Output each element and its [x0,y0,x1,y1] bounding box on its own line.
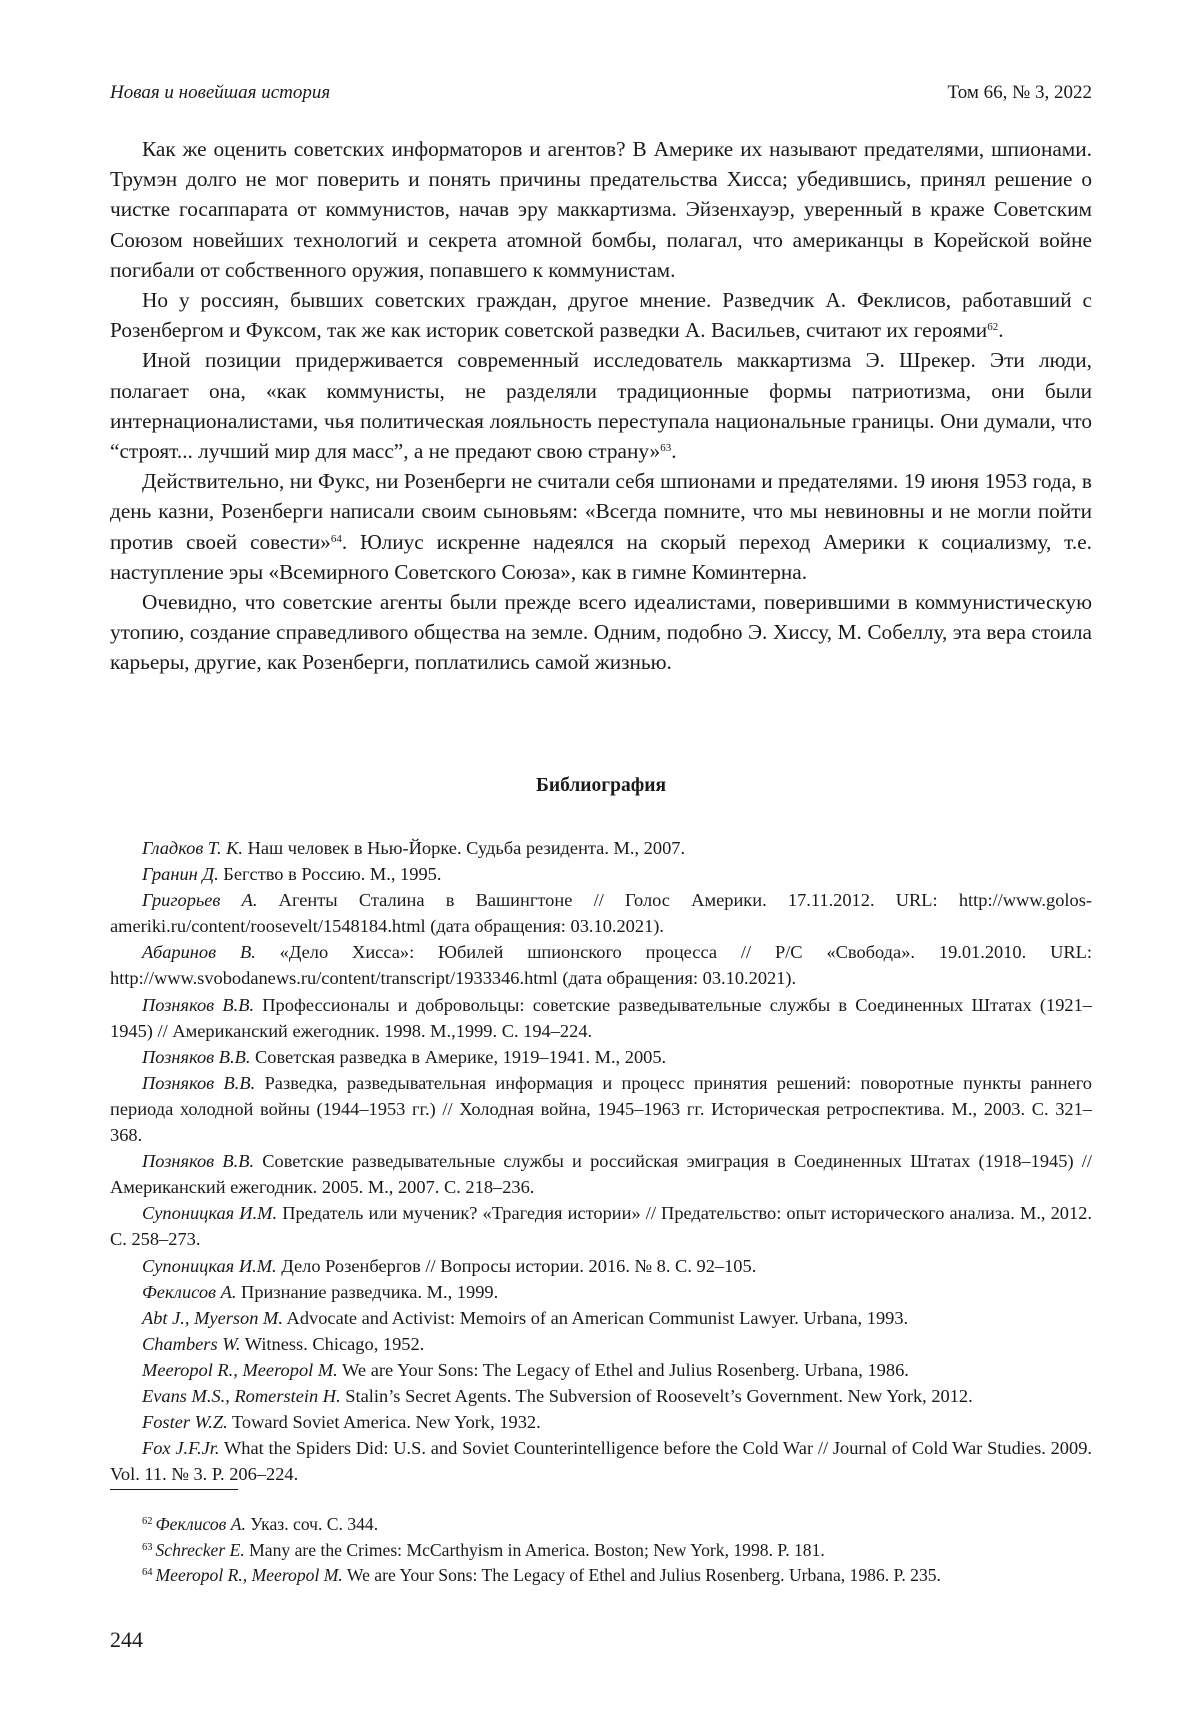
footnote [110,1512,1092,1538]
entry-text: We are Your Sons: The Legacy of Ethel and Julius Rosenberg. Urbana, 1986. [337,1359,909,1380]
footnote-text: Many are the Crimes: McCarthyism in America. Boston; New York, 1998. P. 181. [244,1539,825,1560]
entry-author: Позняков В.В. [142,1072,256,1093]
entry-text: «Дело Хисса»: Юбилей шпионского процесса // Р/С «Свобода». 19.01.2010. URL: http://www.svobodanews.ru/content/transcript/1933346.html (дата обращения: 03.10.2021). [110,942,1092,989]
entry-author: Meeropol R., Meeropol M. [142,1359,338,1380]
bibliography-entry [110,1409,1092,1435]
entry-text: Советская разведка в Америке, 1919–1941. М., 2005. [250,1046,667,1067]
footnote-divider [110,1489,238,1490]
footnote-number: 62 [142,1516,153,1527]
entry-author: Позняков В.В. [142,1046,251,1067]
entry-text: Агенты Сталина в Вашингтоне // Голос Америки. 17.11.2012. URL: http://www.golos-ameriki.ru/content/roosevelt/1548184.html (дата обращения: 03.10.2021). [110,890,1093,937]
paragraph-text: Но у россиян, бывших советских граждан, другое мнение. Разведчик А. Феклисов, работавший с Розенбергом и Фуксом, так же как историк советской разведки А. Васильев, считают их героями [110,288,1092,343]
entry-text: What the Spiders Did: U.S. and Soviet Counterintelligence before the Cold War // Journal of Cold War Studies. 2009. Vol. 11. № 3. P. 206–224. [110,1438,1092,1485]
issue-info: Том 66, № 3, 2022 [947,82,1092,103]
entry-text: Признание разведчика. М., 1999. [236,1281,499,1302]
entry-author: Foster W.Z. [142,1412,228,1433]
entry-author: Позняков В.В. [142,994,255,1015]
bibliography-entry [110,992,1092,1044]
entry-author: Abt J., Myerson M. [142,1307,283,1328]
entry-text: Advocate and Activist: Memoirs of an American Communist Lawyer. Urbana, 1993. [282,1307,909,1328]
bibliography-entry [110,1383,1092,1409]
footnote-number: 63 [142,1541,153,1553]
footnote-author: Schrecker E. [155,1539,245,1560]
entry-author: Chambers W. [142,1333,241,1354]
paragraph-text: Иной позиции придерживается современный исследователь маккартизма Э. Шрекер. Эти люди, полагает она, «как коммунисты, не разделяли традиционные формы патриотизма, они были интернационалистами, чья политическая лояльность переступала национальные границы. Они думали, что “строят... лучший мир для масс”, а не предают свою страну» [110,348,1092,464]
entry-author: Evans M.S., Romerstein H. [142,1385,341,1406]
bibliography-entry [110,1044,1092,1070]
entry-text: Наш человек в Нью-Йорке. Судьба резидента. М., 2007. [242,838,686,858]
paragraph-text: Очевидно, что советские агенты были прежде всего идеалистами, поверившими в коммунистическую утопию, создание справедливого общества на земле. Одним, подобно Э. Хиссу, М. Собеллу, эта вера стоила карьеры, другие, как Розенберги, поплатились самой жизнью. [110,590,1092,675]
entry-author: Позняков В.В. [142,1151,255,1172]
bibliography-entry [110,1331,1092,1357]
entry-text: Witness. Chicago, 1952. [240,1333,425,1354]
bibliography-entry [110,835,1092,861]
footnote [110,1538,1092,1564]
entry-author: Супоницкая И.М. [142,1203,278,1224]
page-number: 244 [110,1627,143,1652]
entry-author: Гладков Т. К. [142,838,243,858]
bibliography-list [110,835,1092,1487]
entry-text: Советские разведывательные службы и российская эмиграция в Соединенных Штатах (1918–1945) // Американский ежегодник. 2005. М., 2007. С. 218–236. [110,1151,1092,1198]
entry-author: Абаринов В. [142,942,256,963]
bibliography-entry [110,1253,1092,1279]
bibliography-entry [110,1357,1092,1383]
article-body [110,134,1092,678]
entry-author: Гранин Д. [142,864,219,885]
entry-text: Stalin’s Secret Agents. The Subversion of Roosevelt’s Government. New York, 2012. [340,1385,973,1406]
paragraph [110,466,1092,587]
footnote-author: Феклисов А. [155,1514,246,1534]
bibliography-entry [110,1305,1092,1331]
footnote-ref[interactable]: 63 [660,442,672,455]
paragraph-tail: . Юлиус искренне надеялся на скорый переход Америки к социализму, т.е. наступление эры «Всемирного Советского Союза», как в гимне Коминтерна. [110,529,1092,584]
journal-title: Новая и новейшая история [110,82,331,103]
bibliography-entry [110,861,1092,887]
bibliography-heading: Библиография [535,775,667,796]
running-header [110,82,1092,106]
paragraph-text: Действительно, ни Фукс, ни Розенберги не считали себя шпионами и предателями. 19 июня 1953 года, в день казни, Розенберги написали своим сыновьям: «Всегда помните, что мы невиновны и не могли пойти против своей совести» [110,469,1092,554]
footnote-text: We are Your Sons: The Legacy of Ethel and Julius Rosenberg. Urbana, 1986. P. 235. [342,1565,941,1585]
entry-author: Супоницкая И.М. [142,1255,277,1276]
footnote-ref[interactable]: 64 [330,532,342,545]
entry-author: Fox J.F.Jr. [142,1438,220,1459]
entry-author: Феклисов А. [142,1281,237,1302]
entry-text: Предатель или мученик? «Трагедия истории» // Предательство: опыт исторического анализа. М., 2012. С. 258–273. [110,1203,1092,1250]
entry-text: Разведка, разведывательная информация и процесс принятия решений: поворотные пункты раннего периода холодной войны (1944–1953 гг.) // Холодная война, 1945–1963 гг. Историческая ретроспектива. М., 2003. С. 321–368. [110,1072,1093,1146]
paragraph-tail: . [998,318,1004,343]
footnote-number: 64 [142,1567,153,1578]
paragraph [110,285,1092,345]
bibliography-entry [110,1200,1092,1252]
footnotes [110,1512,1092,1589]
bibliography-entry [110,887,1092,939]
entry-text: Дело Розенбергов // Вопросы истории. 2016. № 8. С. 92–105. [276,1255,757,1276]
footnote-text: Указ. соч. С. 344. [245,1514,379,1534]
paragraph-tail: . [671,439,677,464]
paragraph [110,134,1092,285]
bibliography-entry [110,1435,1092,1487]
paragraph [110,345,1092,466]
bibliography-entry [110,1070,1092,1148]
entry-text: Профессионалы и добровольцы: советские разведывательные службы в Соединенных Штатах (1921–1945) // Американский ежегодник. 1998. М.,1999. С. 194–224. [110,994,1093,1041]
paragraph-text: Как же оценить советских информаторов и агентов? В Америке их называют предателями, шпионами. Трумэн долго не мог поверить и понять причины предательства Хисса; убедившись, принял решение о чистке госаппарата от коммунистов, начав эру маккартизма. Эйзенхауэр, уверенный в краже Советским Союзом новейших технологий и секрета атомной бомбы, полагал, что американцы в Корейской войне погибали от собственного оружия, попавшего к коммунистам. [110,137,1092,282]
entry-text: Toward Soviet America. New York, 1932. [227,1412,541,1433]
footnote-author: Meeropol R., Meeropol M. [155,1565,343,1585]
entry-author: Григорьев А. [142,890,258,911]
bibliography-entry [110,1279,1092,1305]
footnote [110,1563,1092,1589]
paragraph [110,587,1092,678]
footnote-ref[interactable]: 62 [987,321,999,334]
bibliography-entry [110,1148,1092,1200]
entry-text: Бегство в Россию. М., 1995. [218,864,442,885]
bibliography-entry [110,939,1092,991]
